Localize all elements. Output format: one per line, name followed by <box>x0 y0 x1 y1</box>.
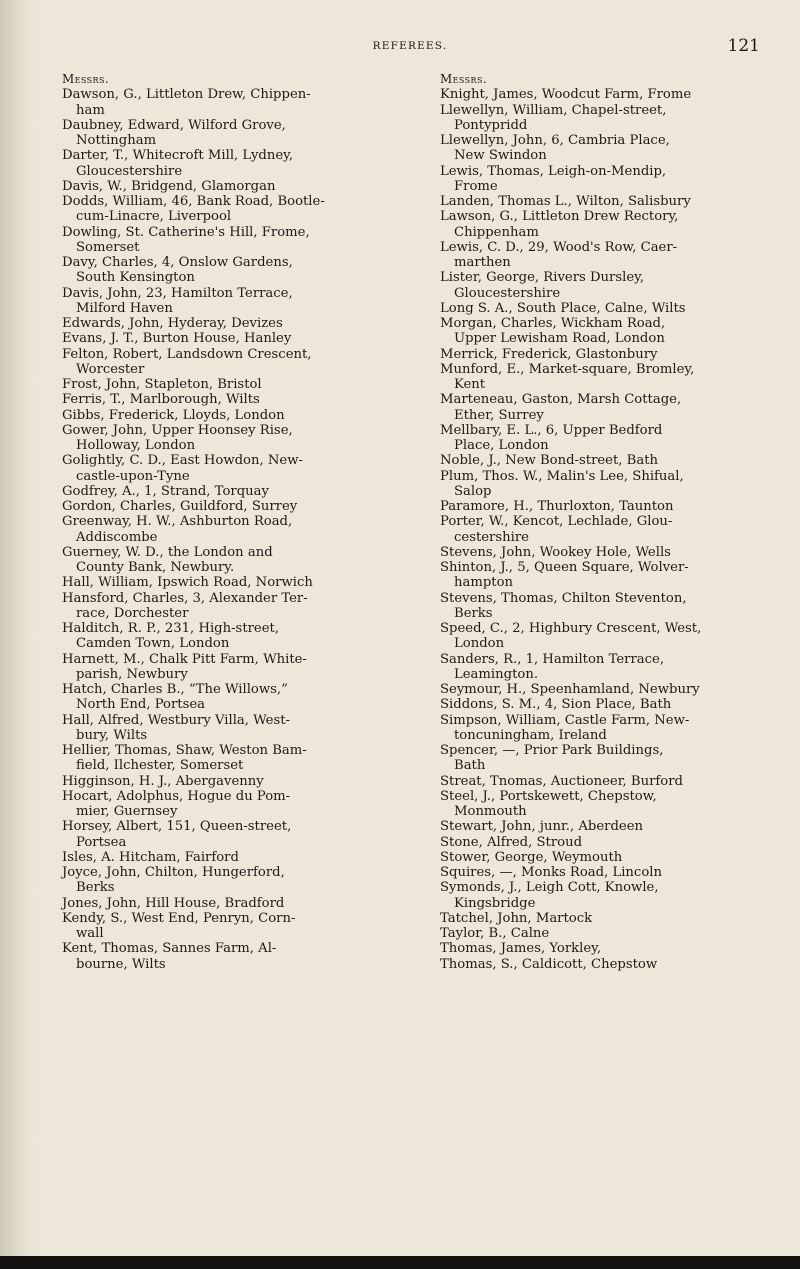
entry-line: London <box>454 636 505 652</box>
page-bottom-edge <box>0 1256 800 1269</box>
referee-entry <box>440 499 758 514</box>
entry-line: bury, Wilts <box>76 727 148 743</box>
referee-entry <box>62 682 380 713</box>
referee-entry <box>440 926 758 941</box>
referee-entry <box>440 392 758 423</box>
entry-line: Steel, J., Portskewett, Chepstow, <box>440 788 657 804</box>
entry-line: Hall, William, Ipswich Road, Norwich <box>62 575 313 591</box>
entry-line: toncuningham, Ireland <box>454 727 607 743</box>
entry-line: Bath <box>454 758 486 774</box>
entry-line: Hansford, Charles, 3, Alexander Ter- <box>62 590 308 606</box>
referee-entry <box>62 148 380 179</box>
entry-line: Worcester <box>76 361 145 377</box>
referee-entry <box>440 957 758 972</box>
entry-line: Berks <box>454 605 493 621</box>
entry-line: Seymour, H., Speenhamland, Newbury <box>440 682 700 697</box>
entry-line: Squires, —, Monks Road, Lincoln <box>440 865 662 880</box>
referee-entry <box>62 713 380 744</box>
entry-line: Pontypridd <box>454 117 528 133</box>
entry-line: Golightly, C. D., East Howdon, New- <box>62 453 303 469</box>
referee-entry <box>440 743 758 774</box>
entry-line: Addiscombe <box>76 529 158 545</box>
referee-entry <box>62 591 380 622</box>
referee-entry <box>62 652 380 683</box>
entry-line: Portsea <box>76 834 127 850</box>
entry-line: Monmouth <box>454 804 527 819</box>
entry-line: Milford Haven <box>76 300 173 316</box>
entry-line: Ether, Surrey <box>454 407 544 423</box>
entry-line: Gibbs, Frederick, Lloyds, London <box>62 407 285 423</box>
entry-line: Kingsbridge <box>454 895 536 911</box>
entry-line: Marteneau, Gaston, Marsh Cottage, <box>440 392 682 408</box>
entry-line: Simpson, William, Castle Farm, New- <box>440 712 690 728</box>
entry-line: Gower, John, Upper Hoonsey Rise, <box>62 422 293 438</box>
referee-entry <box>62 484 380 499</box>
entry-line: bourne, Wilts <box>76 956 166 972</box>
entry-line: Harnett, M., Chalk Pitt Farm, White- <box>62 651 307 667</box>
entry-line: Gloucestershire <box>76 163 183 179</box>
referee-entry <box>62 347 380 378</box>
entry-line: North End, Portsea <box>76 697 206 713</box>
referee-entry <box>440 423 758 454</box>
entry-line: marthen <box>454 255 511 270</box>
referee-entry <box>62 225 380 256</box>
referee-entry <box>440 301 758 316</box>
entry-line: Tatchel, John, Martock <box>440 910 593 926</box>
page-gutter-shadow <box>0 0 34 1269</box>
entry-line: Godfrey, A., 1, Strand, Torquay <box>62 483 269 499</box>
referee-entry <box>440 697 758 712</box>
referee-entry <box>440 789 758 820</box>
referee-entry <box>62 453 380 484</box>
entry-line: Berks <box>76 880 115 896</box>
referee-entry <box>62 545 380 576</box>
referee-entry <box>62 911 380 942</box>
referee-entry <box>440 835 758 850</box>
entry-line: Hocart, Adolphus, Hogue du Pom- <box>62 788 291 804</box>
entry-line: Upper Lewisham Road, London <box>454 331 665 347</box>
entry-line: New Swindon <box>454 148 547 164</box>
entry-line: Streat, Tnomas, Auctioneer, Burford <box>440 773 683 789</box>
column-heading: Messrs. <box>62 72 110 86</box>
referee-entry <box>62 941 380 972</box>
referee-entry <box>440 911 758 926</box>
referee-entry <box>440 652 758 683</box>
entry-line: South Kensington <box>76 270 195 286</box>
entry-line: hampton <box>454 575 514 591</box>
entry-line: Halditch, R. P., 231, High-street, <box>62 621 280 636</box>
entry-line: Shinton, J., 5, Queen Square, Wolver- <box>440 560 689 575</box>
referee-entry <box>440 850 758 865</box>
entry-line: wall <box>76 926 104 941</box>
entry-line: Joyce, John, Chilton, Hungerford, <box>62 865 285 880</box>
entry-line: Davis, John, 23, Hamilton Terrace, <box>62 285 293 301</box>
entry-line: Sanders, R., 1, Hamilton Terrace, <box>440 651 665 667</box>
entry-line: Jones, John, Hill House, Bradford <box>62 895 285 911</box>
referee-entry <box>440 941 758 956</box>
entry-line: Dowling, St. Catherine's Hill, Frome, <box>62 224 310 240</box>
entry-line: Noble, J., New Bond-street, Bath <box>440 453 659 469</box>
referee-entry <box>62 255 380 286</box>
entry-line: Stevens, John, Wookey Hole, Wells <box>440 544 671 560</box>
entry-line: Merrick, Frederick, Glastonbury <box>440 346 658 362</box>
referee-entry <box>440 87 758 102</box>
referee-entry <box>62 408 380 423</box>
entry-line: Kent <box>454 377 486 392</box>
entry-line: Daubney, Edward, Wilford Grove, <box>62 117 286 133</box>
entry-line: Davis, W., Bridgend, Glamorgan <box>62 178 276 194</box>
referee-entry <box>62 743 380 774</box>
entry-line: Lewis, Thomas, Leigh-on-Mendip, <box>440 163 667 179</box>
entry-line: Lawson, G., Littleton Drew Rectory, <box>440 209 679 225</box>
right-column <box>440 72 758 972</box>
referee-entry <box>62 850 380 865</box>
referee-entry <box>62 377 380 392</box>
referee-entry <box>62 316 380 331</box>
entry-line: Kendy, S., West End, Penryn, Corn- <box>62 910 296 926</box>
referee-entry <box>440 865 758 880</box>
referee-entry <box>440 103 758 134</box>
referee-entry <box>440 713 758 744</box>
entry-line: castle-upon-Tyne <box>76 468 190 484</box>
left-column <box>62 72 380 972</box>
entry-line: Place, London <box>454 438 549 453</box>
entry-line: Ferris, T., Marlborough, Wilts <box>62 392 260 408</box>
entry-line: Lister, George, Rivers Dursley, <box>440 270 645 286</box>
referee-entry <box>62 331 380 346</box>
entry-line: Landen, Thomas L., Wilton, Salisbury <box>440 194 691 209</box>
referee-entry <box>440 133 758 164</box>
entry-line: Plum, Thos. W., Malin's Lee, Shifual, <box>440 468 684 484</box>
entry-line: Evans, J. T., Burton House, Hanley <box>62 331 292 347</box>
entry-line: mier, Guernsey <box>76 804 178 819</box>
entry-line: Salop <box>454 483 492 499</box>
entry-line: Symonds, J., Leigh Cott, Knowle, <box>440 880 659 896</box>
referee-entry <box>440 774 758 789</box>
entry-line: Long S. A., South Place, Calne, Wilts <box>440 300 686 316</box>
entry-line: Spencer, —, Prior Park Buildings, <box>440 743 664 758</box>
referee-entry <box>440 270 758 301</box>
referee-entry <box>62 789 380 820</box>
referee-entry <box>440 514 758 545</box>
entry-line: Mellbary, E. L., 6, Upper Bedford <box>440 422 663 438</box>
entry-line: Thomas, James, Yorkley, <box>440 941 602 957</box>
entry-line: Isles, A. Hitcham, Fairford <box>62 849 239 865</box>
page-number: 121 <box>727 36 760 56</box>
entry-line: Felton, Robert, Landsdown Crescent, <box>62 346 312 362</box>
referee-entry <box>440 591 758 622</box>
entry-line: Lewis, C. D., 29, Wood's Row, Caer- <box>440 239 678 255</box>
entry-line: Morgan, Charles, Wickham Road, <box>440 316 666 331</box>
entry-line: Speed, C., 2, Highbury Crescent, West, <box>440 621 702 636</box>
entry-line: Dodds, William, 46, Bank Road, Bootle- <box>62 194 325 209</box>
referee-entry <box>440 682 758 697</box>
entry-line: Gloucestershire <box>454 285 561 301</box>
referee-entry <box>440 362 758 393</box>
entry-line: Hall, Alfred, Westbury Villa, West- <box>62 712 290 728</box>
entry-line: Llewellyn, William, Chapel-street, <box>440 102 667 118</box>
entry-line: Stewart, John, junr., Aberdeen <box>440 819 643 835</box>
referee-entry <box>62 819 380 850</box>
entry-line: Siddons, S. M., 4, Sion Place, Bath <box>440 697 672 713</box>
referee-entry <box>62 514 380 545</box>
referee-entry <box>440 469 758 500</box>
entry-line: Thomas, S., Caldicott, Chepstow <box>440 956 658 972</box>
referee-entry <box>440 880 758 911</box>
entry-line: Stower, George, Weymouth <box>440 849 623 865</box>
entry-line: Hatch, Charles B., “The Willows,” <box>62 682 288 697</box>
column-heading: Messrs. <box>440 72 488 86</box>
referee-entry <box>440 545 758 560</box>
entry-line: Gordon, Charles, Guildford, Surrey <box>62 499 298 514</box>
entry-line: Leamington. <box>454 666 539 682</box>
entry-line: cum-Linacre, Liverpool <box>76 209 232 225</box>
running-head: REFEREES. <box>372 40 448 52</box>
entry-line: Davy, Charles, 4, Onslow Gardens, <box>62 255 293 270</box>
referee-entry <box>440 209 758 240</box>
entry-line: Higginson, H. J., Abergavenny <box>62 773 264 789</box>
entry-line: Frome <box>454 178 498 194</box>
entry-line: Horsey, Albert, 151, Queen-street, <box>62 819 292 835</box>
entry-line: Stone, Alfred, Stroud <box>440 834 583 850</box>
page-header <box>60 36 760 60</box>
referee-entry <box>62 179 380 194</box>
referee-entry <box>440 453 758 468</box>
referee-entry <box>440 819 758 834</box>
entry-line: Frost, John, Stapleton, Bristol <box>62 377 262 392</box>
entry-line: race, Dorchester <box>76 605 189 621</box>
referee-entry <box>440 316 758 347</box>
referee-entry <box>62 194 380 225</box>
entry-line: Porter, W., Kencot, Lechlade, Glou- <box>440 514 673 530</box>
entry-line: Chippenham <box>454 224 539 240</box>
entry-line: Taylor, B., Calne <box>440 926 550 941</box>
referee-entry <box>62 423 380 454</box>
referee-entry <box>62 118 380 149</box>
entry-line: Somerset <box>76 239 140 255</box>
entry-line: Holloway, London <box>76 438 196 453</box>
entry-line: field, Ilchester, Somerset <box>76 758 244 774</box>
referee-entry <box>62 499 380 514</box>
entry-line: Darter, T., Whitecroft Mill, Lydney, <box>62 148 294 164</box>
entry-line: Llewellyn, John, 6, Cambria Place, <box>440 133 670 148</box>
referee-entry <box>62 87 380 118</box>
referee-entry <box>62 392 380 407</box>
entry-line: County Bank, Newbury. <box>76 560 235 575</box>
entry-line: parish, Newbury <box>76 666 188 682</box>
entry-line: Camden Town, London <box>76 636 230 652</box>
referee-entry <box>62 865 380 896</box>
entry-line: Nottingham <box>76 133 157 148</box>
referee-entry <box>440 347 758 362</box>
referee-entry <box>440 560 758 591</box>
entry-line: Edwards, John, Hyderay, Devizes <box>62 316 283 331</box>
entry-line: Greenway, H. W., Ashburton Road, <box>62 514 293 530</box>
entry-line: Stevens, Thomas, Chilton Steventon, <box>440 590 687 606</box>
referee-entry <box>62 774 380 789</box>
entry-line: ham <box>76 102 105 118</box>
entry-line: Munford, E., Market-square, Bromley, <box>440 361 695 377</box>
entry-line: Hellier, Thomas, Shaw, Weston Bam- <box>62 743 307 758</box>
referee-entry <box>62 575 380 590</box>
entry-line: Guerney, W. D., the London and <box>62 544 273 560</box>
entry-line: Kent, Thomas, Sannes Farm, Al- <box>62 941 277 957</box>
entry-line: Paramore, H., Thurloxton, Taunton <box>440 499 674 514</box>
entry-line: Knight, James, Woodcut Farm, Frome <box>440 87 692 103</box>
entry-line: cestershire <box>454 529 529 545</box>
referee-entry <box>440 164 758 195</box>
referee-entry <box>62 286 380 317</box>
referee-entry <box>440 240 758 271</box>
referee-entry <box>62 896 380 911</box>
referee-entry <box>440 621 758 652</box>
referee-entry <box>440 194 758 209</box>
referee-entry <box>62 621 380 652</box>
entry-line: Dawson, G., Littleton Drew, Chippen- <box>62 87 311 103</box>
